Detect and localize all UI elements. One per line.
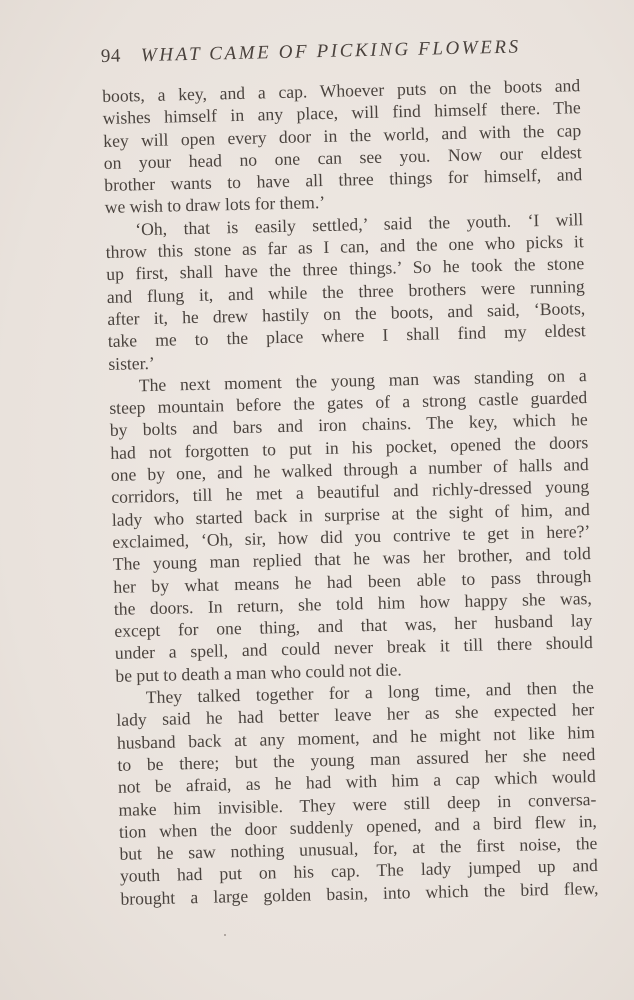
text-line: her by what means he had been able to pass through bbox=[113, 565, 592, 597]
text-line: lady who started back in surprise at the sight of him, and bbox=[111, 498, 590, 530]
text-line: steep mountain before the gates of a strong castle guarded bbox=[109, 387, 588, 419]
text-line: take me to the place where I shall find my eldest bbox=[107, 320, 586, 352]
text-line: brought a large golden basin, into which the bird flew, bbox=[120, 877, 599, 909]
text-line: boots, a key, and a cap. Whoever puts on the boots and bbox=[102, 75, 581, 106]
text-line: be put to death a man who could not die. bbox=[115, 659, 402, 686]
text-line: had not forgotten to put in his pocket, opened the doors bbox=[110, 431, 589, 463]
text-line: tion when the door suddenly opened, and a bird flew in, bbox=[118, 810, 598, 842]
text-line: to be there; but the young man assured her she need bbox=[117, 743, 596, 775]
text-line: make him invisible. They were still deep in conversa- bbox=[118, 788, 597, 820]
text-line: except for one thing, and that was, her husband lay bbox=[114, 610, 593, 641]
text-line: wishes himself in any place, will find himself there. The bbox=[102, 97, 581, 129]
running-head: WHAT CAME OF PICKING FLOWERS bbox=[140, 36, 521, 67]
text-line: The young man replied that he was her brother, and told bbox=[112, 543, 591, 575]
text-line: ‘Oh, that is easily settled,’ said the youth. ‘I will bbox=[135, 208, 584, 240]
text-line: under a spell, and could never break it till there should bbox=[114, 632, 593, 664]
text-line: exclaimed, ‘Oh, sir, how did you contrive te get in here?’ bbox=[112, 520, 591, 552]
text-line: corridors, till he met a beautiful and richly-dressed young bbox=[111, 476, 590, 508]
text-line: after it, he drew hastily on the boots, and said, ‘Boots, bbox=[107, 298, 586, 329]
text-line: key will open every door in the world, and with the cap bbox=[103, 119, 582, 151]
text-line: The next moment the young man was standing on a bbox=[138, 364, 587, 396]
text-line: but he saw nothing unusual, for, at the first noise, the bbox=[119, 833, 598, 864]
text-line: and flung it, and while the three brothers were running bbox=[106, 275, 585, 307]
text-line: up first, shall have the three things.’ So he took the stone bbox=[106, 253, 585, 285]
text-line: by bolts and bars and iron chains. The key, which he bbox=[109, 409, 588, 441]
text-line: lady said he had better leave her as she expected her bbox=[116, 699, 595, 731]
text-line: youth had put on his cap. The lady jumped up and bbox=[119, 855, 599, 887]
text-line: the doors. In return, she told him how happy she was, bbox=[113, 587, 592, 619]
text-line: not be afraid, as he had with him a cap which would bbox=[117, 766, 597, 798]
text-line: one by one, and he walked through a number of halls and bbox=[110, 454, 589, 485]
text-line: husband back at any moment, and he might not like him bbox=[116, 721, 596, 753]
text-line: throw this stone as far as I can, and the one who picks it bbox=[105, 231, 584, 263]
text-line: brother wants to have all three things for himself, and bbox=[104, 164, 583, 196]
text-line: we wish to draw lots for them.’ bbox=[104, 192, 326, 218]
text-line: on your head no one can see you. Now our eldest bbox=[103, 142, 582, 173]
body-text bbox=[102, 74, 599, 910]
page-header bbox=[101, 36, 542, 76]
page-number: 94 bbox=[100, 45, 122, 67]
text-line: sister.’ bbox=[108, 352, 155, 374]
paper-speck bbox=[224, 934, 226, 936]
text-line: They talked together for a long time, and then the bbox=[145, 677, 595, 708]
